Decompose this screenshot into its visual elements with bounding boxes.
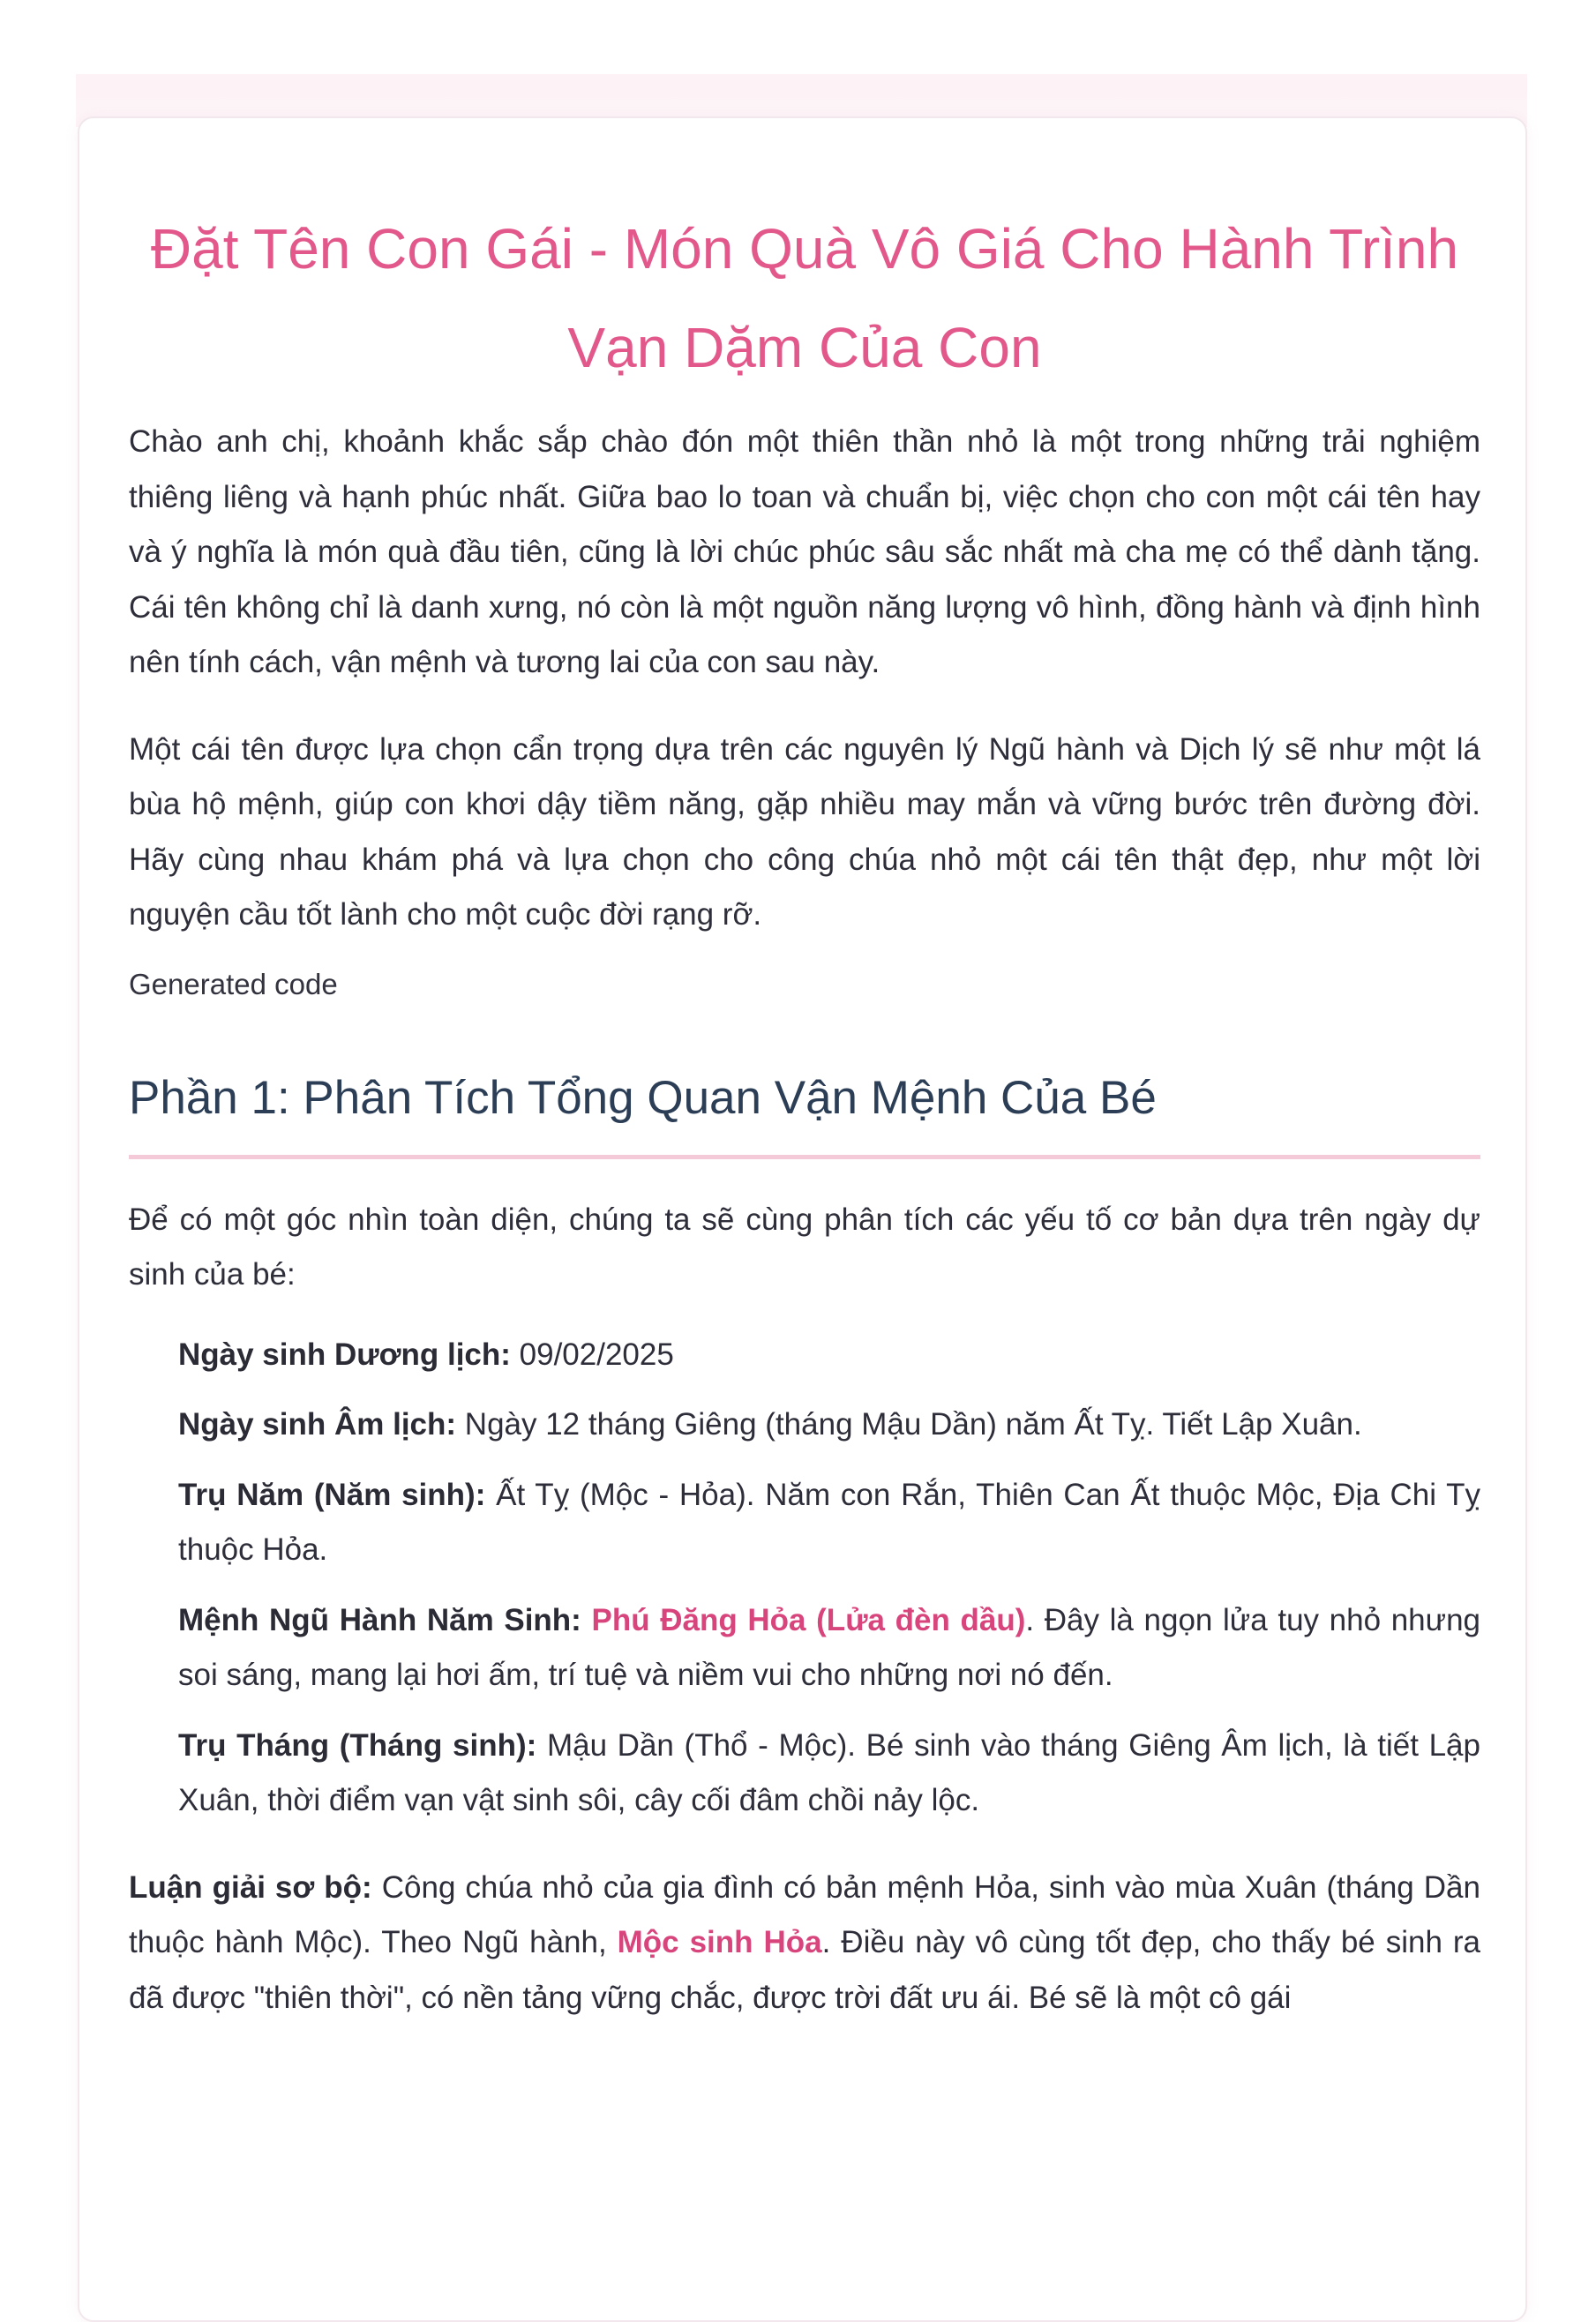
fact-month-pillar — [178, 1719, 1480, 1829]
article-content — [129, 199, 1480, 2026]
fact-label: Ngày sinh Âm lịch: — [178, 1407, 457, 1442]
fact-label: Ngày sinh Dương lịch: — [178, 1337, 511, 1372]
article-card — [78, 116, 1527, 2322]
analysis-text-after: . Điều này vô cùng tốt đẹp, cho thấy bé sinh ra đã được "thiên thời", có nền tảng vững chắc, được trời đất ưu ái. Bé sẽ là một cô gái — [129, 1925, 1480, 2015]
generated-code-label: Generated code — [129, 967, 338, 1000]
analysis-label: Luận giải sơ bộ: — [129, 1869, 372, 1905]
fact-label: Mệnh Ngũ Hành Năm Sinh: — [178, 1602, 581, 1637]
birth-facts-list — [129, 1328, 1480, 1829]
fact-lunar-birthdate — [178, 1397, 1480, 1453]
fact-text: 09/02/2025 — [510, 1337, 674, 1372]
fact-text: . Đây là ngọn lửa tuy nhỏ nhưng soi sáng, mang lại hơi ấm, trí tuệ và niềm vui cho những nơi nó đến. — [178, 1602, 1481, 1692]
page-title: Đặt Tên Con Gái - Món Quà Vô Giá Cho Hành Trình Vạn Dặm Của Con — [150, 217, 1459, 379]
fact-text: Ngày 12 tháng Giêng (tháng Mậu Dần) năm Ất Tỵ. Tiết Lập Xuân. — [456, 1407, 1362, 1442]
fact-highlight: Phú Đăng Hỏa (Lửa đèn dầu) — [591, 1602, 1026, 1637]
fact-year-pillar — [178, 1468, 1480, 1578]
fact-five-element-destiny — [178, 1593, 1480, 1704]
section-1-intro: Để có một góc nhìn toàn diện, chúng ta sẽ cùng phân tích các yếu tố cơ bản dựa trên ngày dự sinh của bé: — [129, 1202, 1480, 1292]
section-1-heading: Phần 1: Phân Tích Tổng Quan Vận Mệnh Của Bé — [129, 1063, 1480, 1159]
fact-text: Ất Tỵ (Mộc - Hỏa). Năm con Rắn, Thiên Can Ất thuộc Mộc, Địa Chi Tỵ thuộc Hỏa. — [178, 1477, 1480, 1567]
fact-label: Trụ Tháng (Tháng sinh): — [178, 1727, 537, 1763]
intro-paragraph-1: Chào anh chị, khoảnh khắc sắp chào đón một thiên thần nhỏ là một trong những trải nghiệm thiêng liêng và hạnh phúc nhất. Giữa bao lo toan và chuẩn bị, việc chọn cho con một cái tên hay và ý nghĩa là món quà đầu tiên, cũng là lời chúc phúc sâu sắc nhất mà cha mẹ có thể dành tặng. Cái tên không chỉ là danh xưng, nó còn là một nguồn năng lượng vô hình, đồng hành và định hình nên tính cách, vận mệnh và tương lai của con sau này. — [129, 424, 1480, 679]
fact-label: Trụ Năm (Năm sinh): — [178, 1477, 486, 1512]
analysis-highlight: Mộc sinh Hỏa — [617, 1925, 822, 1959]
analysis-text-before: Công chúa nhỏ của gia đình có bản mệnh Hỏa, sinh vào mùa Xuân (tháng Dần thuộc hành Mộc). Theo Ngũ hành, — [129, 1869, 1480, 1959]
fact-solar-birthdate — [178, 1328, 1480, 1383]
intro-paragraph-2: Một cái tên được lựa chọn cẩn trọng dựa trên các nguyên lý Ngũ hành và Dịch lý sẽ như một lá bùa hộ mệnh, giúp con khơi dậy tiềm năng, gặp nhiều may mắn và vững bước trên đường đời. Hãy cùng nhau khám phá và lựa chọn cho công chúa nhỏ một cái tên thật đẹp, như một lời nguyện cầu tốt lành cho một cuộc đời rạng rỡ. — [129, 731, 1480, 932]
preliminary-analysis — [129, 1861, 1480, 2026]
fact-text: Mậu Dần (Thổ - Mộc). Bé sinh vào tháng Giêng Âm lịch, là tiết Lập Xuân, thời điểm vạn vật sinh sôi, cây cối đâm chồi nảy lộc. — [178, 1727, 1480, 1817]
